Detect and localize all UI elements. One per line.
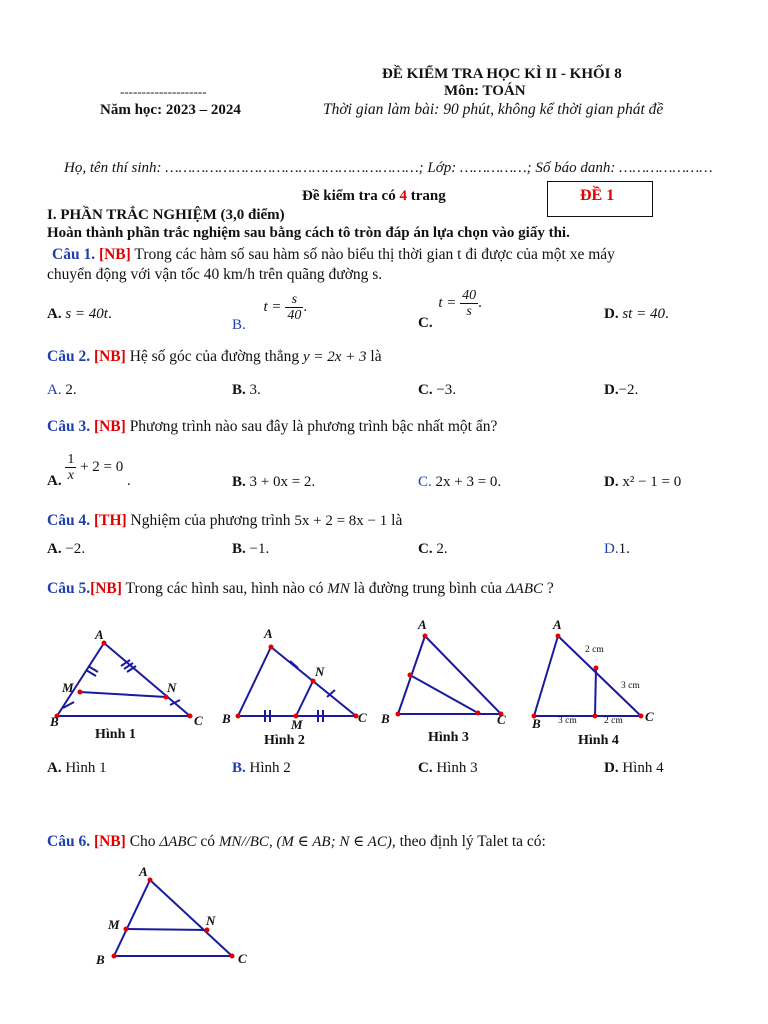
q4-option-a[interactable]: A. −2.	[47, 541, 86, 557]
q2-text: Câu 2. [NB] Hệ số góc của đường thẳng y = 2x + 3 là	[47, 348, 382, 365]
exam-code: ĐỀ 1	[580, 187, 615, 204]
q3-option-b[interactable]: B. 3 + 0x = 2.	[232, 474, 316, 490]
q3-text: Câu 3. [NB] Phương trình nào sau đây là phương trình bậc nhất một ẩn?	[47, 418, 498, 435]
q5-figures	[0, 610, 768, 755]
q4-option-b[interactable]: B. −1.	[232, 541, 270, 557]
fig2-segment-mn	[296, 681, 313, 716]
pages-note: Đề kiểm tra có 4 trang	[302, 188, 446, 204]
fig2-label-c: C	[358, 710, 367, 725]
fig3-label-c: C	[497, 712, 506, 727]
q6-segment-mn	[126, 929, 207, 930]
q3-option-c[interactable]: C. 2x + 3 = 0.	[418, 474, 502, 490]
q1-text: Câu 1. [NB] Trong các hàm số sau hàm số nào biểu thị thời gian t đi được của một xe máy	[52, 246, 615, 263]
q6-figure	[0, 860, 768, 1024]
fig4-caption: Hình 4	[578, 733, 619, 748]
q1-option-a[interactable]: A. s = 40t.	[47, 306, 112, 322]
q3-option-a[interactable]: A. $\frac{1}{x}$ + 2 = 0 .	[47, 452, 131, 489]
school-year: Năm học: 2023 – 2024	[100, 102, 241, 118]
q5-text: Câu 5.[NB] Trong các hình sau, hình nào có MN là đường trung bình của ΔABC ?	[47, 580, 554, 597]
q2-option-b[interactable]: B. 3.	[232, 382, 261, 398]
q1-option-b[interactable]: B. t = $\frac{s}{40}$ .	[232, 292, 308, 333]
q6-label-b: B	[96, 952, 105, 967]
fig3-label-a: A	[418, 617, 427, 632]
q1-text-line2: chuyển động với vận tốc 40 km/h trên quãng đường s.	[47, 266, 383, 283]
q6-label-n: N	[206, 913, 216, 928]
fig3-caption: Hình 3	[428, 730, 469, 745]
header-dashes: --------------------	[120, 84, 207, 99]
q6-label-m: M	[108, 917, 120, 932]
fig4-measure-2: 3 cm	[621, 681, 640, 691]
fig1-caption: Hình 1	[95, 727, 136, 742]
q5-option-b[interactable]: B. Hình 2	[232, 760, 291, 776]
q4-option-d[interactable]: D.1.	[604, 541, 630, 557]
fig4-measure-1: 2 cm	[585, 645, 604, 655]
fig1-label-c: C	[194, 713, 203, 728]
fig2-caption: Hình 2	[264, 733, 305, 748]
fig1-label-m: M	[62, 680, 74, 695]
fig3-label-b: B	[381, 711, 390, 726]
fig3-triangle	[398, 636, 501, 714]
fig2-label-n: N	[315, 664, 325, 679]
q6-label-a: A	[139, 864, 148, 879]
q5-option-a[interactable]: A. Hình 1	[47, 760, 107, 776]
q4-text: Câu 4. [TH] Nghiệm của phương trình 5x + 2 = 8x − 1 là	[47, 512, 403, 529]
fig4-measure-4: 2 cm	[604, 716, 623, 726]
fig4-label-a: A	[553, 617, 562, 632]
q2-option-d[interactable]: D.−2.	[604, 382, 639, 398]
q4-option-c[interactable]: C. 2.	[418, 541, 448, 557]
fig1-segment-mn	[80, 692, 166, 697]
q6-label-c: C	[238, 951, 247, 966]
fig4-measure-3: 3 cm	[558, 716, 577, 726]
fig1-label-b: B	[50, 714, 59, 729]
q1-option-c[interactable]: C. t = $\frac{40}{s}$ .	[418, 288, 482, 331]
fig2-label-b: B	[222, 711, 231, 726]
fig2-label-a: A	[264, 626, 273, 641]
fig1-label-n: N	[167, 680, 177, 695]
fig4-label-b: B	[532, 716, 541, 731]
fig4-segment	[595, 668, 596, 716]
time-note: Thời gian làm bài: 90 phút, không kể thời gian phát đề	[323, 101, 664, 118]
q5-option-c[interactable]: C. Hình 3	[418, 760, 478, 776]
q5-option-d[interactable]: D. Hình 4	[604, 760, 664, 776]
q3-option-d[interactable]: D. x² − 1 = 0	[604, 474, 682, 490]
subject: Môn: TOÁN	[444, 83, 526, 99]
q2-option-a[interactable]: A. 2.	[47, 382, 77, 398]
section-title: I. PHẦN TRẮC NGHIỆM (3,0 điểm)	[47, 207, 285, 223]
student-info-line: Họ, tên thí sinh: …………………………………………………; Lớp: ……………; Số báo danh: …………………	[64, 160, 713, 176]
exam-title: ĐỀ KIỂM TRA HỌC KÌ II - KHỐI 8	[382, 66, 622, 82]
fig1-label-a: A	[95, 627, 104, 642]
q1-option-d[interactable]: D. st = 40.	[604, 306, 669, 322]
q6-text: Câu 6. [NB] Cho ΔABC có MN//BC, (M ∈ AB; N ∈ AC), theo định lý Talet ta có:	[47, 833, 546, 850]
fig2-triangle	[238, 647, 356, 716]
fig4-label-c: C	[645, 709, 654, 724]
section-instruction: Hoàn thành phần trắc nghiệm sau bằng cách tô tròn đáp án lựa chọn vào giấy thi.	[47, 225, 570, 241]
q2-option-c[interactable]: C. −3.	[418, 382, 457, 398]
fig2-label-m: M	[291, 717, 303, 732]
